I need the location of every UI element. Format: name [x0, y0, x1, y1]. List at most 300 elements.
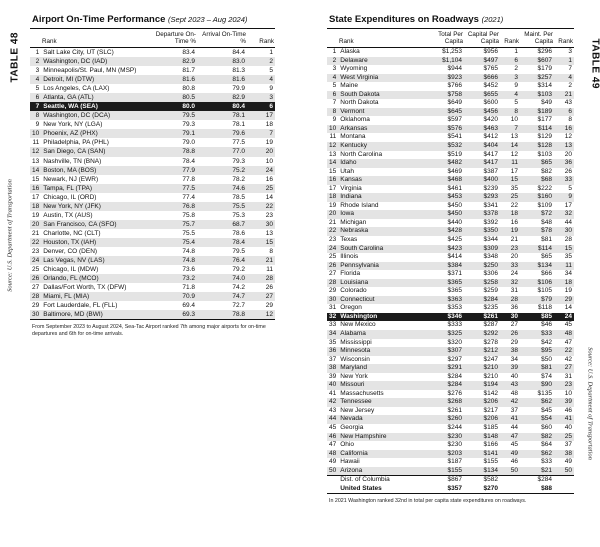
- roadway-cell: 29: [554, 296, 574, 305]
- airport-cell: 79.1: [147, 129, 197, 138]
- roadway-cell: $469: [447, 167, 462, 175]
- table-row: [30, 66, 275, 75]
- airport-cell: 27: [32, 284, 40, 292]
- table-row: [30, 202, 275, 211]
- airport-cell: 77.8: [182, 175, 195, 183]
- roadway-cell: 31: [510, 287, 518, 295]
- roadway-cell: 2: [327, 57, 338, 66]
- roadway-cell: $247: [483, 355, 498, 363]
- table-row: [30, 211, 275, 220]
- table-row: [30, 229, 275, 238]
- table-row: [30, 193, 275, 202]
- airport-cell: 22: [247, 202, 275, 211]
- roadway-cell: $64: [541, 441, 552, 449]
- roadway-cell: $314: [537, 82, 552, 90]
- airport-cell: 29: [32, 302, 40, 310]
- roadway-cell: $210: [483, 372, 498, 380]
- roadway-cell: $260: [430, 415, 464, 424]
- roadway-cell: 34: [510, 355, 518, 363]
- roadway-cell: 2: [514, 65, 518, 73]
- roadway-cell: 30: [500, 313, 520, 322]
- roadway-cell: 33: [554, 176, 574, 185]
- roadway-cell: 32: [329, 312, 337, 320]
- airport-cell: 28: [32, 293, 40, 301]
- airport-cell: 8: [30, 111, 41, 120]
- roadway-cell: 7: [332, 99, 337, 107]
- table-row: [327, 356, 574, 365]
- roadway-cell: South Carolina: [338, 245, 430, 254]
- roadway-cell: $106: [520, 279, 554, 288]
- airport-cell: 17: [247, 111, 275, 120]
- roadway-cell: 27: [510, 321, 518, 329]
- roadway-cell: Utah: [340, 167, 354, 175]
- roadway-cell: 50: [554, 467, 574, 476]
- roadway-cell: $423: [430, 245, 464, 254]
- roadway-cell: $74: [541, 372, 552, 380]
- roadway-cell: $212: [464, 347, 500, 356]
- table-row: [30, 84, 275, 93]
- airport-cell: 12: [247, 310, 275, 320]
- roadway-cell: 15: [329, 167, 337, 175]
- roadway-cell: 43: [329, 406, 337, 414]
- table-row: [327, 168, 574, 177]
- table-row: [327, 142, 574, 151]
- airport-cell: 24: [247, 166, 275, 175]
- roadway-cell: 1: [554, 57, 574, 66]
- roadway-cell: $54: [520, 415, 554, 424]
- roadway-cell: $244: [447, 424, 462, 432]
- airport-cell: 79.3: [182, 121, 195, 129]
- roadway-cell: 36: [510, 304, 518, 312]
- table-row: [327, 381, 574, 390]
- airport-cell: 20: [247, 147, 275, 156]
- roadway-cell: $293: [464, 193, 500, 202]
- roadway-cell: 14: [500, 142, 520, 151]
- airport-cell: 74.2: [232, 284, 245, 292]
- airport-cell: 83.0: [197, 57, 247, 66]
- airport-cell: San Diego, CA (SAN): [41, 147, 147, 156]
- roadway-cell: 18: [329, 193, 337, 201]
- roadway-cell: $235: [483, 304, 498, 312]
- airport-table-body: [30, 48, 275, 320]
- roadway-cell: New Mexico: [340, 321, 376, 329]
- roadway-cell: 40: [564, 424, 572, 432]
- airport-cell: 25: [247, 184, 275, 193]
- roadway-cell: 2: [568, 82, 572, 90]
- airport-cell: Detroit, MI (DTW): [41, 75, 147, 84]
- roadway-cell: $142: [483, 389, 498, 397]
- roadway-cell: 13: [510, 133, 518, 141]
- roadway-cell: $456: [464, 108, 500, 117]
- roadway-title-text: State Expenditures on Roadways: [329, 14, 479, 25]
- airport-cell: 4: [247, 75, 275, 84]
- col-arrival: Arrival On-Time %: [202, 31, 246, 45]
- airport-cell: 73.6: [182, 266, 195, 274]
- roadway-cell: $576: [430, 125, 464, 134]
- roadway-cell: [327, 476, 338, 485]
- airport-cell: 69.4: [182, 302, 195, 310]
- roadway-cell: 47: [564, 338, 572, 346]
- roadway-cell: 34: [564, 270, 572, 278]
- airport-cell: 78.2: [232, 175, 245, 183]
- roadway-cell: 41: [329, 389, 337, 397]
- roadway-subtitle: (2021): [481, 15, 504, 24]
- airport-cell: 3: [247, 93, 275, 102]
- roadway-cell: 37: [564, 441, 572, 449]
- col-capital: Capital Per Capita: [467, 31, 499, 45]
- roadway-cell: $766: [447, 82, 462, 90]
- roadway-cell: New Hampshire: [338, 433, 430, 442]
- roadway-cell: 40: [329, 381, 337, 389]
- roadway-cell: Oregon: [340, 304, 362, 312]
- roadway-cell: 20: [564, 150, 572, 158]
- roadway-cell: $128: [520, 142, 554, 151]
- roadway-cell: 25: [554, 433, 574, 442]
- roadway-cell: 24: [510, 270, 518, 278]
- airport-cell: 70.9: [147, 292, 197, 301]
- roadway-cell: New Jersey: [340, 406, 375, 414]
- roadway-cell: 8: [500, 108, 520, 117]
- roadway-cell: 26: [329, 261, 337, 269]
- airport-cell: 79.5: [232, 248, 245, 255]
- airport-cell: Philadelphia, PA (PHL): [43, 139, 109, 147]
- table-row: [327, 407, 574, 416]
- airport-cell: 16: [32, 184, 40, 192]
- roadway-cell: $333: [447, 321, 462, 329]
- table-row: [327, 467, 574, 476]
- roadway-cell: 37: [329, 355, 337, 363]
- roadway-cell: 50: [329, 466, 337, 474]
- roadway-cell: 4: [327, 74, 338, 83]
- roadway-cell: $82: [541, 167, 552, 175]
- roadway-cell: 42: [564, 355, 572, 363]
- table-row: [30, 220, 275, 229]
- roadway-cell: $160: [520, 193, 554, 202]
- roadway-cell: 38: [329, 364, 337, 372]
- roadway-cell: 44: [329, 415, 337, 423]
- airport-cell: Austin, TX (AUS): [43, 211, 93, 219]
- airport-cell: 10: [32, 130, 40, 138]
- roadway-cell: Nebraska: [338, 227, 430, 236]
- roadway-cell: $185: [483, 424, 498, 432]
- roadway-cell: 24: [554, 313, 574, 322]
- table-row: [30, 157, 275, 166]
- roadway-cell: $105: [537, 287, 552, 295]
- roadway-cell: Missouri: [338, 381, 430, 390]
- airport-cell: 7: [247, 129, 275, 138]
- col-capital-rank: Rank: [504, 38, 519, 45]
- dc-row: [327, 476, 574, 485]
- roadway-cell: 42: [500, 398, 520, 407]
- roadway-cell: 12: [510, 150, 518, 158]
- roadway-cell: $259: [483, 287, 498, 295]
- airport-cell: 5: [269, 67, 273, 75]
- roadway-cell: 44: [510, 424, 518, 432]
- roadway-cell: $306: [483, 270, 498, 278]
- roadway-cell: $428: [430, 227, 464, 236]
- airport-cell: 10: [265, 157, 273, 165]
- roadway-cell: 37: [510, 406, 518, 414]
- roadway-cell: 31: [564, 372, 572, 380]
- airport-cell: 5: [35, 85, 40, 93]
- roadway-cell: $194: [464, 381, 500, 390]
- roadway-cell: 41: [500, 415, 520, 424]
- roadway-cell: 48: [554, 330, 574, 339]
- table-row: [327, 108, 574, 117]
- airport-cell: 77.5: [147, 184, 197, 193]
- col-total: Total Per Capita: [438, 31, 463, 45]
- airport-cell: 79.2: [232, 266, 245, 274]
- roadway-cell: 19: [329, 201, 337, 209]
- airport-cell: Charlotte, NC (CLT): [43, 229, 101, 237]
- airport-table: [30, 28, 275, 320]
- table-row: [327, 296, 574, 305]
- roadway-cell: $217: [483, 406, 498, 414]
- table-row: [327, 390, 574, 399]
- table-row: [327, 398, 574, 407]
- table-row: [327, 65, 574, 74]
- roadway-cell: $412: [483, 133, 498, 141]
- airport-cell: 75.8: [182, 211, 195, 219]
- roadway-cell: 36: [554, 159, 574, 168]
- airport-cell: 16: [265, 175, 273, 183]
- roadway-cell: $81: [520, 364, 554, 373]
- roadway-cell: 12: [564, 133, 572, 141]
- table-row: [327, 458, 574, 467]
- table-row: [327, 373, 574, 382]
- table-row: [327, 48, 574, 57]
- roadway-cell: 15: [500, 176, 520, 185]
- roadway-cell: United States: [338, 485, 430, 494]
- airport-cell: 23: [265, 211, 273, 219]
- us-total-row: [327, 485, 574, 494]
- roadway-cell: $189: [520, 108, 554, 117]
- roadway-cell: $203: [430, 450, 464, 459]
- airport-cell: 75.4: [147, 238, 197, 247]
- roadway-cell: 27: [554, 364, 574, 373]
- airport-cell: Los Angeles, CA (LAX): [43, 85, 110, 93]
- table-row: [327, 219, 574, 228]
- roadway-cell: $287: [483, 321, 498, 329]
- roadway-cell: $440: [447, 218, 462, 226]
- table-row: [327, 193, 574, 202]
- table-row: [327, 279, 574, 288]
- roadway-cell: 15: [554, 245, 574, 254]
- table-row: [327, 202, 574, 211]
- roadway-cell: $284: [430, 381, 464, 390]
- airport-cell: 79.0: [182, 139, 195, 147]
- table-row: [327, 364, 574, 373]
- roadway-cell: $78: [520, 227, 554, 236]
- airport-cell: 14: [265, 193, 273, 201]
- airport-header-row: [30, 29, 275, 48]
- roadway-cell: $600: [483, 99, 498, 107]
- airport-cell: 77.5: [232, 139, 245, 147]
- airport-cell: 75.5: [182, 229, 195, 237]
- roadway-cell: 11: [500, 159, 520, 168]
- roadway-cell: 8: [568, 116, 572, 124]
- roadway-table: [327, 28, 574, 494]
- roadway-cell: 28: [329, 278, 337, 286]
- roadway-cell: 18: [554, 279, 574, 288]
- table-49-label: TABLE 49: [589, 38, 600, 89]
- roadway-cell: 49: [564, 458, 572, 466]
- roadway-cell: 23: [500, 245, 520, 254]
- roadway-cell: 13: [554, 142, 574, 151]
- table-row: [30, 184, 275, 193]
- roadway-cell: 10: [564, 389, 572, 397]
- airport-cell: 80.8: [182, 85, 195, 93]
- table-row: [327, 245, 574, 254]
- roadway-footnote: In 2021 Washington ranked 32nd in total per capita state expenditures on roadways.: [329, 498, 527, 505]
- roadway-cell: $291: [430, 364, 464, 373]
- roadway-cell: 18: [500, 210, 520, 219]
- airport-cell: 78.1: [197, 111, 247, 120]
- roadway-cell: Vermont: [338, 108, 430, 117]
- roadway-cell: $187: [447, 458, 462, 466]
- airport-cell: 7: [30, 102, 41, 111]
- table-row: [30, 102, 275, 111]
- airport-cell: Nashville, TN (BNA): [43, 157, 102, 165]
- airport-cell: 25: [32, 266, 40, 274]
- roadway-cell: $33: [520, 330, 554, 339]
- roadway-cell: Wyoming: [340, 65, 368, 73]
- airport-cell: 74.8: [182, 248, 195, 255]
- roadway-cell: 49: [500, 450, 520, 459]
- airport-cell: 12: [32, 148, 40, 156]
- airport-cell: 74.6: [197, 184, 247, 193]
- table-row: [327, 227, 574, 236]
- roadway-cell: $261: [464, 313, 500, 322]
- roadway-cell: $346: [430, 313, 464, 322]
- roadway-cell: 45: [510, 441, 518, 449]
- table-row: [327, 339, 574, 348]
- airport-cell: Minneapolis/St. Paul, MN (MSP): [43, 67, 137, 75]
- airport-cell: 19: [265, 139, 273, 147]
- roadway-cell: 12: [329, 141, 337, 149]
- table-row: [30, 274, 275, 283]
- airport-cell: 75.2: [197, 166, 247, 175]
- roadway-cell: $400: [464, 176, 500, 185]
- roadway-cell: 16: [329, 176, 337, 184]
- roadway-cell: 39: [500, 364, 520, 373]
- roadway-cell: 11: [329, 133, 337, 141]
- table-row: [30, 310, 275, 320]
- roadway-cell: $134: [464, 467, 500, 476]
- airport-cell: 74.7: [197, 292, 247, 301]
- roadway-cell: $258: [464, 279, 500, 288]
- roadway-cell: 25: [500, 193, 520, 202]
- airport-cell: New York, NY (JFK): [41, 202, 147, 211]
- roadway-cell: $666: [464, 74, 500, 83]
- roadway-cell: $250: [464, 262, 500, 271]
- roadway-cell: $309: [464, 245, 500, 254]
- roadway-cell: 23: [329, 236, 337, 243]
- roadway-cell: 35: [510, 184, 518, 192]
- airport-cell: 9: [35, 121, 40, 129]
- roadway-cell: $222: [537, 184, 552, 192]
- col-maint-rank: Rank: [558, 38, 573, 45]
- roadway-cell: North Dakota: [340, 99, 379, 107]
- roadway-cell: $179: [537, 65, 552, 73]
- airport-cell: Baltimore, MD (BWI): [41, 310, 147, 320]
- airport-subtitle: (Sept 2023 – Aug 2024): [168, 15, 248, 24]
- airport-cell: 2: [247, 57, 275, 66]
- airport-cell: 71.8: [182, 284, 195, 292]
- roadway-cell: Kansas: [338, 176, 430, 185]
- roadway-cell: [327, 485, 338, 494]
- roadway-cell: Illinois: [340, 253, 359, 261]
- roadway-cell: 30: [329, 295, 337, 303]
- table-row: [30, 120, 275, 129]
- airport-cell: 82.9: [147, 57, 197, 66]
- roadway-cell: 29: [510, 338, 518, 346]
- roadway-cell: $417: [483, 150, 498, 158]
- airport-cell: 8: [269, 248, 273, 255]
- airport-cell: New York, NY (LGA): [43, 121, 103, 129]
- airport-cell: Fort Lauderdale, FL (FLL): [43, 302, 118, 310]
- airport-footnote: From September 2023 to August 2024, Sea-Tac Airport ranked 7th among major airports for on-time departures and 6th for on-time arrivals.: [32, 324, 266, 338]
- roadway-cell: [554, 485, 574, 494]
- roadway-cell: Nevada: [338, 415, 430, 424]
- roadway-cell: $276: [447, 389, 462, 397]
- roadway-cell: $68: [520, 176, 554, 185]
- airport-cell: Denver, CO (DEN): [43, 248, 98, 255]
- roadway-cell: 21: [510, 236, 518, 243]
- roadway-cell: Rhode Island: [340, 201, 379, 209]
- roadway-cell: $607: [520, 57, 554, 66]
- roadway-cell: $141: [464, 450, 500, 459]
- table-row: [327, 253, 574, 262]
- roadway-cell: $956: [483, 48, 498, 55]
- roadway-cell: $88: [520, 485, 554, 494]
- airport-cell: 15: [32, 175, 40, 183]
- table-row: [30, 111, 275, 120]
- airport-cell: 84.4: [232, 49, 245, 56]
- table-row: [327, 270, 574, 279]
- airport-cell: San Francisco, CA (SFO): [41, 220, 147, 229]
- roadway-cell: $292: [464, 330, 500, 339]
- roadway-cell: 50: [500, 467, 520, 476]
- roadway-cell: Florida: [340, 270, 361, 278]
- roadway-cell: 3: [332, 65, 337, 73]
- table-row: [327, 424, 574, 433]
- roadway-cell: $45: [541, 406, 552, 414]
- airport-cell: Atlanta, GA (ATL): [41, 93, 147, 102]
- roadway-cell: $357: [430, 485, 464, 494]
- col-departure: Departure On-Time %: [155, 31, 196, 45]
- roadway-cell: Delaware: [338, 57, 430, 66]
- airport-cell: 79.5: [147, 111, 197, 120]
- roadway-cell: $297: [447, 355, 462, 363]
- roadway-cell: 19: [500, 227, 520, 236]
- roadway-cell: Indiana: [338, 193, 430, 202]
- roadway-cell: $284: [520, 476, 554, 485]
- roadway-cell: 21: [329, 218, 337, 226]
- roadway-cell: 22: [554, 347, 574, 356]
- roadway-panel: [327, 12, 574, 505]
- roadway-cell: $420: [483, 116, 498, 124]
- table-row: [30, 138, 275, 147]
- roadway-cell: $649: [447, 99, 462, 107]
- airport-cell: 78.5: [232, 193, 245, 201]
- roadway-cell: 24: [329, 244, 337, 252]
- roadway-cell: $95: [520, 347, 554, 356]
- table-row: [30, 256, 275, 265]
- table-row: [327, 74, 574, 83]
- table-48-label: TABLE 48: [9, 32, 21, 83]
- table-row: [327, 450, 574, 459]
